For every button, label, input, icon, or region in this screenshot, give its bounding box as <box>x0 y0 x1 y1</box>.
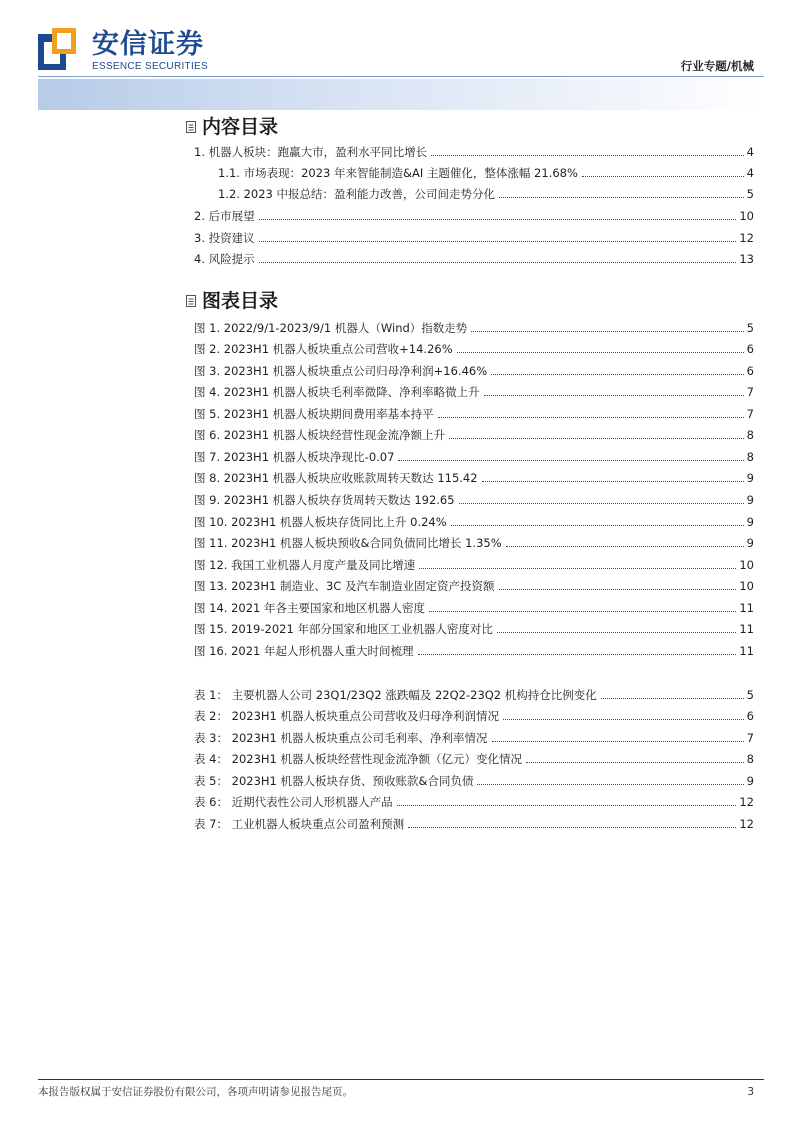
contents-title: 内容目录 <box>186 116 278 138</box>
brand-name-cn: 安信证券 <box>92 29 204 60</box>
table-entry[interactable]: 表 5： 2023H1 机器人板块存货、预收账款&合同负债 9 <box>194 774 754 788</box>
table-entry[interactable]: 表 4： 2023H1 机器人板块经营性现金流净额（亿元）变化情况 8 <box>194 752 754 766</box>
copyright-note: 本报告版权属于安信证券股份有限公司，各项声明请参见报告尾页。 <box>38 1086 353 1098</box>
page-number: 3 <box>747 1086 754 1098</box>
figure-entry[interactable]: 图 4. 2023H1 机器人板块毛利率微降、净利率略微上升 7 <box>194 385 754 399</box>
header-rule <box>38 76 764 77</box>
figure-entry[interactable]: 图 8. 2023H1 机器人板块应收账款周转天数达 115.42 9 <box>194 471 754 485</box>
footer-rule <box>38 1079 764 1080</box>
table-entry[interactable]: 表 7： 工业机器人板块重点公司盈利预测 12 <box>194 817 754 831</box>
document-icon <box>186 121 196 133</box>
header-band <box>38 79 764 110</box>
report-category: 行业专题/机械 <box>680 59 754 73</box>
document-icon <box>186 295 196 307</box>
toc-entry[interactable]: 4. 风险提示 13 <box>194 252 754 266</box>
figure-entry[interactable]: 图 3. 2023H1 机器人板块重点公司归母净利润+16.46% 6 <box>194 364 754 378</box>
figures-title: 图表目录 <box>186 290 278 312</box>
brand-name-en: ESSENCE SECURITIES <box>92 61 208 72</box>
figure-entry[interactable]: 图 10. 2023H1 机器人板块存货同比上升 0.24% 9 <box>194 515 754 529</box>
figure-entry[interactable]: 图 13. 2023H1 制造业、3C 及汽车制造业固定资产投资额 10 <box>194 579 754 593</box>
figure-entry[interactable]: 图 15. 2019-2021 年部分国家和地区工业机器人密度对比 11 <box>194 622 754 636</box>
table-entry[interactable]: 表 3： 2023H1 机器人板块重点公司毛利率、净利率情况 7 <box>194 731 754 745</box>
toc-entry[interactable]: 1. 机器人板块：跑赢大市，盈利水平同比增长 4 <box>194 145 754 159</box>
figure-entry[interactable]: 图 12. 我国工业机器人月度产量及同比增速 10 <box>194 558 754 572</box>
toc-entry[interactable]: 1.1. 市场表现：2023 年来智能制造&AI 主题催化，整体涨幅 21.68% 4 <box>218 166 754 180</box>
figure-entry[interactable]: 图 2. 2023H1 机器人板块重点公司营收+14.26% 6 <box>194 342 754 356</box>
toc-entry[interactable]: 2. 后市展望 10 <box>194 209 754 223</box>
table-entry[interactable]: 表 6： 近期代表性公司人形机器人产品 12 <box>194 795 754 809</box>
table-entry[interactable]: 表 1： 主要机器人公司 23Q1/23Q2 涨跌幅及 22Q2-23Q2 机构持仓比例变化 5 <box>194 688 754 702</box>
table-entry[interactable]: 表 2： 2023H1 机器人板块重点公司营收及归母净利润情况 6 <box>194 709 754 723</box>
toc-entry[interactable]: 3. 投资建议 12 <box>194 231 754 245</box>
figure-entry[interactable]: 图 14. 2021 年各主要国家和地区机器人密度 11 <box>194 601 754 615</box>
figure-entry[interactable]: 图 6. 2023H1 机器人板块经营性现金流净额上升 8 <box>194 428 754 442</box>
toc-entry[interactable]: 1.2. 2023 中报总结：盈利能力改善，公司间走势分化 5 <box>218 187 754 201</box>
figure-entry[interactable]: 图 5. 2023H1 机器人板块期间费用率基本持平 7 <box>194 407 754 421</box>
figure-entry[interactable]: 图 1. 2022/9/1-2023/9/1 机器人（Wind）指数走势 5 <box>194 321 754 335</box>
figure-entry[interactable]: 图 9. 2023H1 机器人板块存货周转天数达 192.65 9 <box>194 493 754 507</box>
figure-entry[interactable]: 图 11. 2023H1 机器人板块预收&合同负债同比增长 1.35% 9 <box>194 536 754 550</box>
figure-entry[interactable]: 图 7. 2023H1 机器人板块净现比-0.07 8 <box>194 450 754 464</box>
figure-entry[interactable]: 图 16. 2021 年起人形机器人重大时间梳理 11 <box>194 644 754 658</box>
company-logo-icon <box>38 28 76 70</box>
